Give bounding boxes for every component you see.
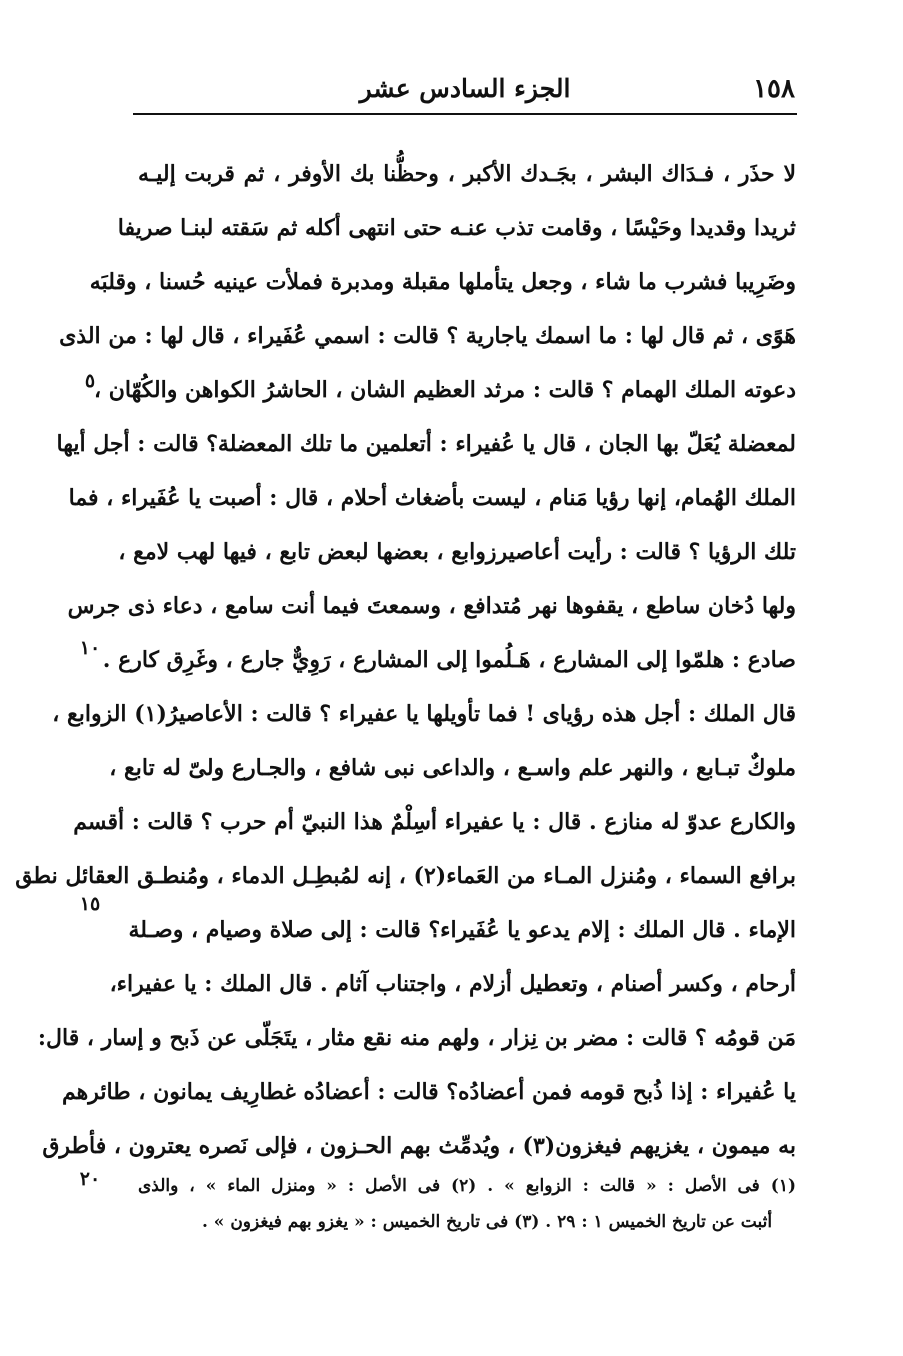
footnote-line: (١) فى الأصل : « قالت : الزوابع » . (٢) فى الأصل : « ومنزل الماء » ، والذى [138, 1176, 796, 1196]
line-number-10: ١٠ [79, 637, 101, 659]
text-line: به ميمون ، يغزيهم فيغزون(٣) ، ويُدمِّث بهم الحـزون ، فإلى نَصره يعترون ، فأطرق [42, 1133, 796, 1159]
line-number-15: ١٥ [79, 893, 101, 915]
text-line: مَن قومُه ؟ قالت : مضر بن نِزار ، ولهم منه نقع مثار ، يتَجَلّى عن ذَبح و إسار ، قال: [37, 1025, 796, 1051]
text-line: أرحام ، وكسر أصنام ، وتعطيل أزلام ، واجتناب آثام . قال الملك : يا عفيراء، [109, 971, 796, 997]
running-title: الجزء السادس عشر [359, 74, 571, 103]
text-line: دعوته الملك الهمام ؟ قالت : مرثد العظيم الشان ، الحاشرُ الكواهن والكُهّان ، [94, 377, 796, 403]
text-line: قال الملك : أجل هذه رؤياى ! فما تأويلها يا عفيراء ؟ قالت : الأعاصيرُ(١) الزوابع ، [52, 701, 796, 727]
text-line: لا حذَر ، فـدَاك البشر ، بجَـدك الأكبر ، وحظُّنا بك الأوفر ، ثم قربت إليـه [138, 161, 796, 187]
text-line: وضَرِيبا فشرب ما شاء ، وجعل يتأملها مقبلة ومدبرة فملأت عينيه حُسنا ، وقلبَه [89, 269, 796, 295]
text-line: ثريدا وقديدا وحَيْسًا ، وقامت تذب عنـه حتى انتهى أكله ثم سَقته لبنـا صريفا [117, 215, 796, 241]
footnotes [138, 1168, 796, 1240]
text-line: الإماء . قال الملك : إلام يدعو يا عُفَيراء؟ قالت : إلى صلاة وصيام ، وصـلة [128, 917, 796, 943]
text-line: يا عُفيراء : إذا ذُبح قومه فمن أعضادُه؟ قالت : أعضادُه غطارِيف يمانون ، طائرهم [61, 1079, 796, 1105]
text-line: لمعضلة يُعَلّ بها الجان ، قال يا عُفيراء : أتعلمين ما تلك المعضلة؟ قالت : أجل أيها [56, 431, 796, 457]
footnote-line: أثبت عن تاريخ الخميس ١ : ٢٩ . (٣) فى تاريخ الخميس : « يغزو بهم فيغزون » . [201, 1212, 773, 1232]
text-line: برافع السماء ، ومُنزل المـاء من العَماء(٢) ، إنه لمُبطِـل الدماء ، ومُنطـق العقائل نطق [15, 863, 796, 889]
text-line: صادع : هلمّوا إلى المشارع ، هَـلُموا إلى المشارع ، رَوِيٌّ جارع ، وغَرِق كارع . [102, 647, 796, 673]
text-line: هَوًى ، ثم قال لها : ما اسمك ياجارية ؟ قالت : اسمي عُفَيراء ، قال لها : من الذى [59, 323, 796, 349]
text-line: والكارع عدوّ له منازع . قال : يا عفيراء أسِلْمٌ هذا النبيّ أم حرب ؟ قالت : أقسم [73, 809, 796, 835]
page-number: ١٥٨ [753, 74, 795, 104]
header-rule [133, 113, 797, 115]
line-number-20: ٢٠ [79, 1168, 101, 1190]
text-line: ملوكٌ تبـابع ، والنهر علم واسـع ، والداعى نبى شافع ، والجـارع ولىّ له تابع ، [109, 755, 796, 781]
line-number-5: ٥ [84, 370, 96, 392]
text-line: الملك الهُمام، إنها رؤيا مَنام ، ليست بأضغاث أحلام ، قال : أصبت يا عُفَيراء ، فما [68, 485, 796, 511]
page-header [135, 62, 795, 110]
text-line: تلك الرؤيا ؟ قالت : رأيت أعاصيرزوابع ، بعضها لبعض تابع ، فيها لهب لامع ، [118, 539, 796, 565]
text-line: ولها دُخان ساطع ، يقفوها نهر مُتدافع ، وسمعتَ فيما أنت سامع ، دعاء ذى جرس [67, 593, 796, 619]
